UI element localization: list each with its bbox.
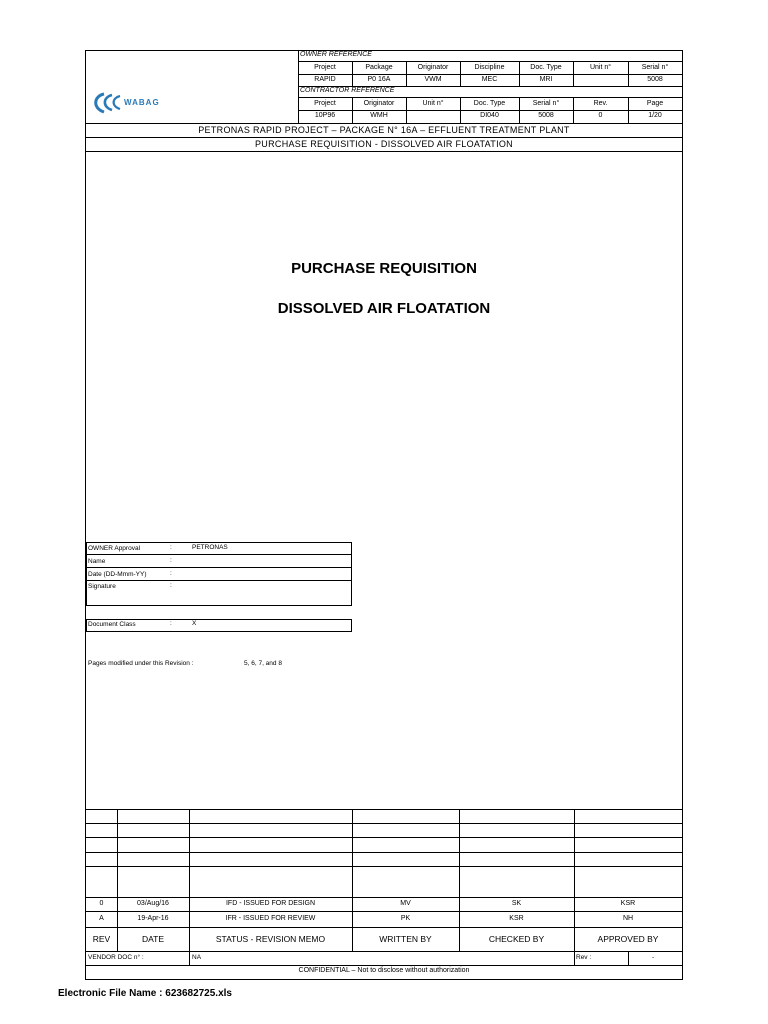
owner-ref-value-project: RAPID bbox=[314, 76, 336, 83]
project-banner: PETRONAS RAPID PROJECT – PACKAGE N° 16A – EFFLUENT TREATMENT PLANT bbox=[198, 125, 570, 135]
owner-ref-header-discipline: Discipline bbox=[474, 64, 505, 71]
contractor-ref-value-serial: 5008 bbox=[538, 112, 554, 119]
approval-colon-date: : bbox=[170, 570, 172, 577]
contractor-ref-value-project: 10P96 bbox=[314, 112, 336, 119]
vendor-rev-value: - bbox=[652, 954, 655, 961]
approval-label-date: Date (DD-Mmm-YY) bbox=[88, 571, 147, 578]
rev-row-0-written: MV bbox=[400, 900, 411, 907]
rev-header-approved: APPROVED BY bbox=[597, 934, 659, 944]
owner-ref-header-project: Project bbox=[314, 64, 336, 71]
contractor-ref-header-page: Page bbox=[646, 100, 664, 107]
approval-colon-owner: : bbox=[170, 544, 172, 551]
rev-row-1-written: PK bbox=[400, 915, 411, 922]
owner-ref-value-doctype: MRI bbox=[539, 76, 553, 83]
electronic-file-name: Electronic File Name : 623682725.xls bbox=[58, 988, 232, 999]
contractor-ref-header-project: Project bbox=[314, 100, 336, 107]
rev-row-1-status: IFR - ISSUED FOR REVIEW bbox=[225, 915, 316, 922]
rev-row-1-date: 19-Apr-16 bbox=[137, 915, 169, 922]
main-subtitle: DISSOLVED AIR FLOATATION bbox=[277, 300, 491, 317]
approval-label-signature: Signature bbox=[88, 583, 116, 590]
contractor-ref-header-originator: Originator bbox=[363, 100, 395, 107]
document-sheet bbox=[85, 50, 683, 980]
contractor-ref-value-doctype: DI040 bbox=[480, 112, 499, 119]
owner-ref-header-doctype: Doc. Type bbox=[530, 64, 562, 71]
contractor-ref-value-originator: WMH bbox=[370, 112, 388, 119]
owner-ref-value-serial: 5008 bbox=[647, 76, 663, 83]
pages-modified-label: Pages modified under this Revision : bbox=[88, 660, 194, 667]
rev-row-1-rev: A bbox=[99, 915, 104, 922]
approval-colon-signature: : bbox=[170, 582, 172, 589]
approval-label-name: Name bbox=[88, 558, 106, 565]
rev-header-date: DATE bbox=[141, 934, 165, 944]
rev-row-0-checked: SK bbox=[511, 900, 522, 907]
document-class-label: Document Class bbox=[88, 621, 136, 628]
wabag-logo-text: WABAG bbox=[124, 98, 160, 107]
rev-row-0-approved: KSR bbox=[620, 900, 636, 907]
vendor-doc-value: NA bbox=[192, 954, 202, 961]
confidential-notice: CONFIDENTIAL – Not to disclose without authorization bbox=[298, 967, 470, 974]
owner-reference-label: OWNER REFERENCE bbox=[300, 51, 372, 58]
document-banner: PURCHASE REQUISITION - DISSOLVED AIR FLOATATION bbox=[255, 139, 513, 149]
owner-ref-value-package: P0 16A bbox=[367, 76, 391, 83]
rev-header-rev: REV bbox=[92, 934, 111, 944]
rev-row-0-rev: 0 bbox=[99, 900, 104, 907]
contractor-ref-header-rev: Rev. bbox=[593, 100, 608, 107]
rev-row-1-approved: NH bbox=[622, 915, 634, 922]
wabag-logo bbox=[90, 90, 170, 116]
contractor-ref-header-serial: Serial n° bbox=[532, 100, 560, 107]
owner-ref-value-discipline: MEC bbox=[481, 76, 498, 83]
vendor-rev-label: Rev : bbox=[576, 954, 592, 961]
document-class-value: X bbox=[192, 620, 197, 627]
contractor-ref-value-page: 1/20 bbox=[648, 112, 662, 119]
rev-header-checked: CHECKED BY bbox=[488, 934, 545, 944]
contractor-reference-label: CONTRACTOR REFERENCE bbox=[300, 87, 395, 94]
contractor-ref-header-unit: Unit n° bbox=[422, 100, 444, 107]
pages-modified-value: 5, 6, 7, and 8 bbox=[244, 660, 282, 667]
contractor-ref-header-doctype: Doc. Type bbox=[473, 100, 506, 107]
document-class-colon: : bbox=[170, 620, 172, 627]
approval-value-owner: PETRONAS bbox=[192, 544, 228, 551]
rev-header-written: WRITTEN BY bbox=[379, 934, 432, 944]
owner-ref-value-originator: VWM bbox=[424, 76, 442, 83]
rev-row-0-status: IFD - ISSUED FOR DESIGN bbox=[225, 900, 316, 907]
approval-label-owner: OWNER Approval bbox=[88, 545, 141, 552]
rev-row-0-date: 03/Aug/16 bbox=[137, 900, 169, 907]
rev-row-1-checked: KSR bbox=[509, 915, 524, 922]
owner-ref-header-serial: Serial n° bbox=[641, 64, 669, 71]
owner-ref-header-originator: Originator bbox=[417, 64, 449, 71]
rev-header-status: STATUS - REVISION MEMO bbox=[215, 934, 326, 944]
vendor-doc-label: VENDOR DOC n° : bbox=[88, 954, 144, 961]
owner-ref-header-package: Package bbox=[365, 64, 393, 71]
approval-colon-name: : bbox=[170, 557, 172, 564]
contractor-ref-value-rev: 0 bbox=[598, 112, 603, 119]
owner-ref-header-unit: Unit n° bbox=[589, 64, 612, 71]
main-title: PURCHASE REQUISITION bbox=[291, 260, 477, 277]
